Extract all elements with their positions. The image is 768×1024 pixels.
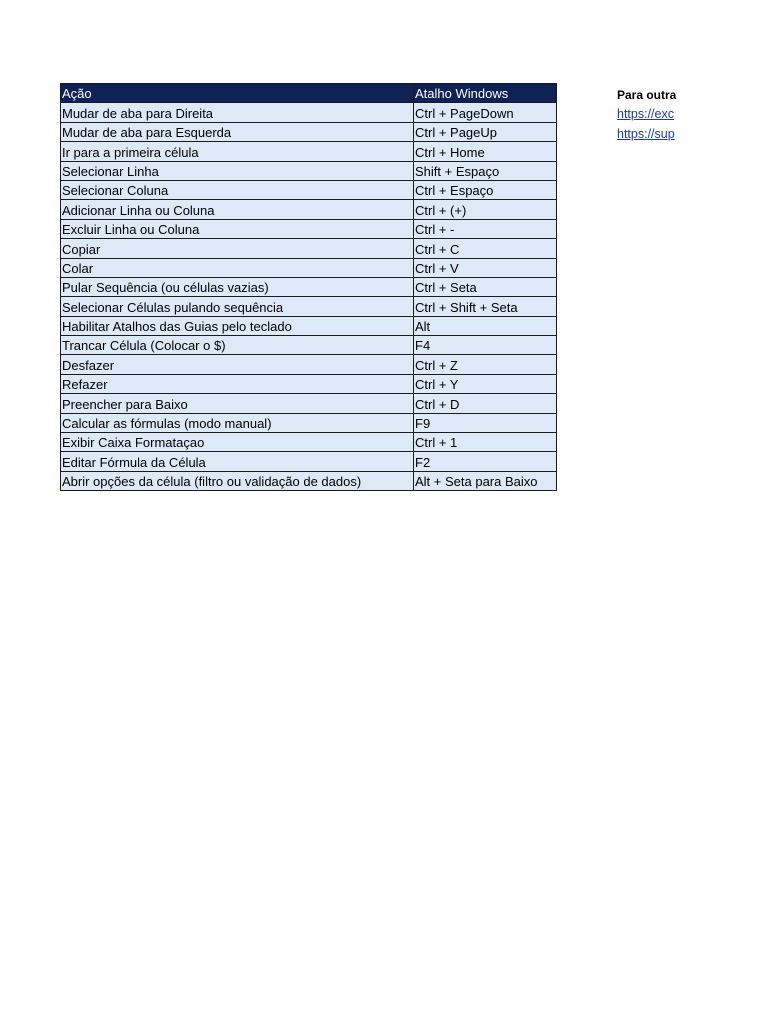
shortcut-cell[interactable]: Ctrl + D <box>414 394 557 413</box>
action-cell[interactable]: Desfazer <box>61 355 414 374</box>
shortcut-cell[interactable]: F9 <box>414 413 557 432</box>
shortcut-cell[interactable]: Ctrl + Z <box>414 355 557 374</box>
shortcut-cell[interactable]: Ctrl + Shift + Seta <box>414 297 557 316</box>
shortcut-cell[interactable]: Ctrl + Espaço <box>414 180 557 199</box>
table-row <box>61 219 557 238</box>
shortcuts-table <box>60 83 557 491</box>
table-row <box>61 471 557 490</box>
table-row <box>61 239 557 258</box>
side-note <box>617 86 678 144</box>
action-cell[interactable]: Ir para a primeira célula <box>61 142 414 161</box>
reference-link-2[interactable]: https://sup <box>617 126 675 141</box>
shortcut-cell[interactable]: Ctrl + V <box>414 258 557 277</box>
shortcut-cell[interactable]: Ctrl + (+) <box>414 200 557 219</box>
shortcut-cell[interactable]: F2 <box>414 452 557 471</box>
table-row <box>61 452 557 471</box>
table-row <box>61 103 557 122</box>
action-cell[interactable]: Adicionar Linha ou Coluna <box>61 200 414 219</box>
shortcut-cell[interactable]: Ctrl + - <box>414 219 557 238</box>
action-cell[interactable]: Copiar <box>61 239 414 258</box>
action-cell[interactable]: Refazer <box>61 374 414 393</box>
action-cell[interactable]: Editar Fórmula da Célula <box>61 452 414 471</box>
side-note-title: Para outra <box>617 88 677 102</box>
action-cell[interactable]: Mudar de aba para Direita <box>61 103 414 122</box>
action-cell[interactable]: Pular Sequência (ou células vazias) <box>61 277 414 296</box>
action-cell[interactable]: Exibir Caixa Formataçao <box>61 433 414 452</box>
table-row <box>61 161 557 180</box>
shortcut-cell[interactable]: Ctrl + Seta <box>414 277 557 296</box>
header-action[interactable]: Ação <box>61 84 414 103</box>
action-cell[interactable]: Excluir Linha ou Coluna <box>61 219 414 238</box>
table-row <box>61 180 557 199</box>
shortcut-cell[interactable]: Alt <box>414 316 557 335</box>
reference-link-1[interactable]: https://exc <box>617 107 674 122</box>
table-row <box>61 355 557 374</box>
action-cell[interactable]: Selecionar Linha <box>61 161 414 180</box>
table-row <box>61 277 557 296</box>
table-row <box>61 316 557 335</box>
table-row <box>61 258 557 277</box>
table-row <box>61 374 557 393</box>
action-cell[interactable]: Selecionar Coluna <box>61 180 414 199</box>
action-cell[interactable]: Selecionar Células pulando sequência <box>61 297 414 316</box>
action-cell[interactable]: Trancar Célula (Colocar o $) <box>61 336 414 355</box>
table-row <box>61 433 557 452</box>
action-cell[interactable]: Abrir opções da célula (filtro ou validação de dados) <box>61 471 414 490</box>
shortcut-cell[interactable]: Alt + Seta para Baixo <box>414 471 557 490</box>
action-cell[interactable]: Mudar de aba para Esquerda <box>61 122 414 141</box>
action-cell[interactable]: Calcular as fórmulas (modo manual) <box>61 413 414 432</box>
shortcut-cell[interactable]: Ctrl + Y <box>414 374 557 393</box>
table-row <box>61 200 557 219</box>
table-body <box>61 103 557 491</box>
shortcut-cell[interactable]: Shift + Espaço <box>414 161 557 180</box>
action-cell[interactable]: Habilitar Atalhos das Guias pelo teclado <box>61 316 414 335</box>
table-row <box>61 122 557 141</box>
table-row <box>61 297 557 316</box>
table-row <box>61 413 557 432</box>
shortcut-cell[interactable]: Ctrl + C <box>414 239 557 258</box>
shortcut-cell[interactable]: Ctrl + PageUp <box>414 122 557 141</box>
action-cell[interactable]: Colar <box>61 258 414 277</box>
table-row <box>61 394 557 413</box>
table-row <box>61 142 557 161</box>
header-shortcut[interactable]: Atalho Windows <box>414 84 557 103</box>
table-row <box>61 336 557 355</box>
table-header-row <box>61 84 557 103</box>
shortcut-cell[interactable]: Ctrl + PageDown <box>414 103 557 122</box>
shortcut-cell[interactable]: F4 <box>414 336 557 355</box>
shortcut-cell[interactable]: Ctrl + 1 <box>414 433 557 452</box>
shortcut-cell[interactable]: Ctrl + Home <box>414 142 557 161</box>
action-cell[interactable]: Preencher para Baixo <box>61 394 414 413</box>
